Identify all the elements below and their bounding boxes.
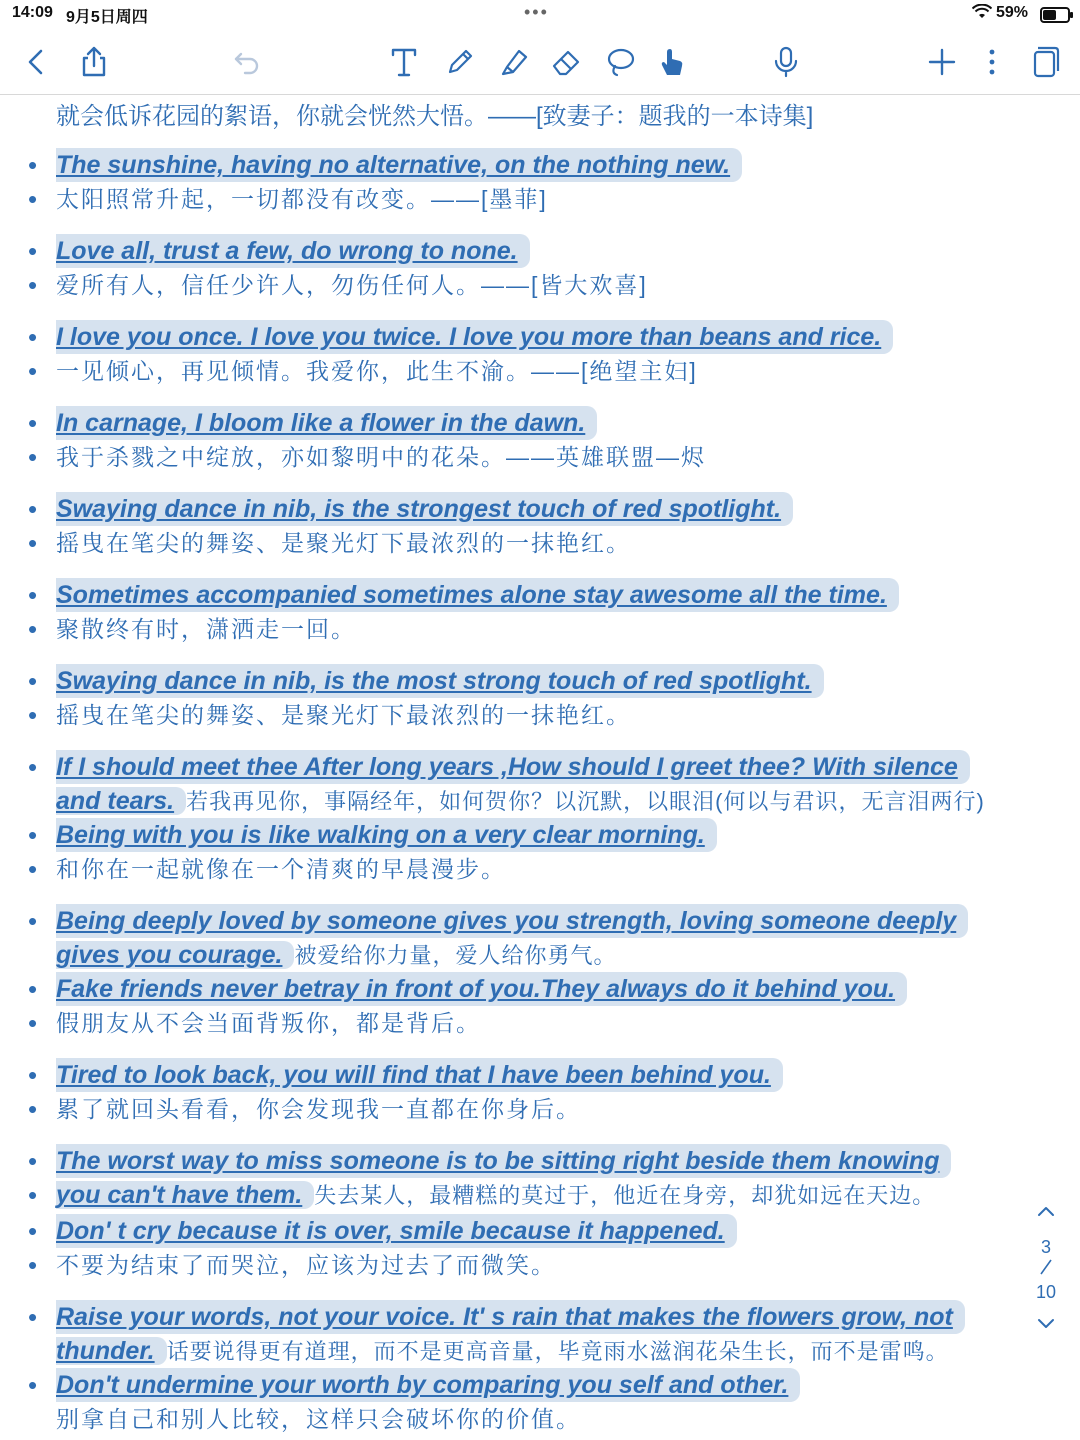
bullet-icon: • bbox=[28, 906, 38, 936]
list-item bbox=[28, 492, 1038, 560]
more-icon[interactable] bbox=[970, 40, 1014, 84]
bullet-icon: • bbox=[28, 974, 38, 1004]
hand-touch-icon[interactable] bbox=[650, 40, 694, 84]
english-quote: Swaying dance in nib, is the strongest touch of red spotlight. bbox=[56, 492, 793, 526]
english-quote: Love all, trust a few, do wrong to none. bbox=[56, 234, 530, 268]
bullet-icon: • bbox=[28, 1250, 38, 1280]
multitasking-dots-icon[interactable]: ••• bbox=[524, 2, 549, 22]
english-quote-line2: gives you courage. bbox=[56, 941, 294, 969]
list-item bbox=[28, 320, 1038, 388]
pages-icon[interactable] bbox=[1022, 40, 1066, 84]
bullet-icon: • bbox=[28, 614, 38, 644]
battery-percent: 59% bbox=[996, 4, 1029, 21]
bullet-icon: • bbox=[28, 700, 38, 730]
list-item bbox=[28, 148, 1038, 216]
bullet-icon: • bbox=[28, 752, 38, 782]
pen-icon[interactable] bbox=[438, 40, 482, 84]
bullet-icon: • bbox=[28, 580, 38, 610]
bullet-icon: • bbox=[28, 1180, 38, 1210]
english-quote: Sometimes accompanied sometimes alone stay awesome all the time. bbox=[56, 578, 899, 612]
chinese-translation: 失去某人，最糟糕的莫过于，他近在身旁，却犹如远在天边。 bbox=[314, 1183, 936, 1208]
undo-icon[interactable] bbox=[226, 40, 270, 84]
bullet-icon: • bbox=[28, 494, 38, 524]
english-quote: Swaying dance in nib, is the most strong touch of red spotlight. bbox=[56, 664, 824, 698]
english-quote: Don't undermine your worth by comparing you self and other. bbox=[56, 1368, 800, 1402]
chinese-translation: 爱所有人，信任少许人，勿伤任何人。——[皆大欢喜] bbox=[56, 272, 648, 298]
chinese-translation: 摇曳在笔尖的舞姿、是聚光灯下最浓烈的一抹艳红。 bbox=[56, 702, 631, 728]
list-item bbox=[28, 1300, 1038, 1369]
eraser-icon[interactable] bbox=[544, 40, 588, 84]
chinese-translation: 累了就回头看看，你会发现我一直都在你身后。 bbox=[56, 1096, 581, 1122]
list-item bbox=[28, 664, 1038, 732]
english-quote: Don' t cry because it is over, smile because it happened. bbox=[56, 1214, 737, 1248]
chinese-translation: 若我再见你，事隔经年，如何贺你？以沉默，以眼泪(何以与君识，无言泪两行) bbox=[186, 789, 985, 814]
chinese-translation: 话要说得更有道理，而不是更高音量，毕竟雨水滋润花朵生长，而不是雷鸣。 bbox=[166, 1339, 949, 1364]
list-item bbox=[28, 234, 1038, 302]
bullet-icon: • bbox=[28, 270, 38, 300]
english-quote: Being with you is like walking on a very clear morning. bbox=[56, 818, 717, 852]
list-item bbox=[28, 1214, 1038, 1282]
back-icon[interactable] bbox=[14, 40, 58, 84]
chinese-translation: 和你在一起就像在一个清爽的早晨漫步。 bbox=[56, 856, 506, 882]
bullet-icon: • bbox=[28, 236, 38, 266]
current-page: 3 bbox=[1040, 1237, 1051, 1257]
chinese-translation: 摇曳在笔尖的舞姿、是聚光灯下最浓烈的一抹艳红。 bbox=[56, 530, 631, 556]
wifi-icon bbox=[972, 4, 992, 25]
bullet-icon: • bbox=[28, 184, 38, 214]
chinese-translation: 太阳照常升起，一切都没有改变。——[墨菲] bbox=[56, 186, 548, 212]
list-item bbox=[28, 972, 1038, 1040]
status-date: 9月5日周四 bbox=[66, 9, 148, 26]
bullet-icon: • bbox=[28, 356, 38, 386]
english-quote-line2: and tears. bbox=[56, 787, 186, 815]
highlighter-icon[interactable] bbox=[492, 40, 536, 84]
chinese-translation: 聚散终有时，潇洒走一回。 bbox=[56, 616, 356, 642]
english-quote: I love you once. I love you twice. I love you more than beans and rice. bbox=[56, 320, 893, 354]
english-quote: Fake friends never betray in front of you.They always do it behind you. bbox=[56, 972, 907, 1006]
list-item bbox=[28, 818, 1038, 886]
bullet-icon: • bbox=[28, 150, 38, 180]
share-icon[interactable] bbox=[72, 40, 116, 84]
toolbar bbox=[0, 28, 1080, 95]
bullet-icon: • bbox=[28, 322, 38, 352]
bullet-icon: • bbox=[28, 1060, 38, 1090]
chevron-up-icon[interactable] bbox=[1026, 1196, 1066, 1226]
list-item bbox=[28, 578, 1038, 646]
chinese-translation: 一见倾心，再见倾情。我爱你，此生不渝。——[绝望主妇] bbox=[56, 358, 698, 384]
chinese-translation: 不要为结束了而哭泣，应该为过去了而微笑。 bbox=[56, 1252, 556, 1278]
bullet-icon: • bbox=[28, 442, 38, 472]
english-quote: In carnage, I bloom like a flower in the dawn. bbox=[56, 406, 597, 440]
bullet-icon: • bbox=[28, 666, 38, 696]
english-quote: Tired to look back, you will find that I have been behind you. bbox=[56, 1058, 783, 1092]
bullet-icon: • bbox=[28, 408, 38, 438]
list-item bbox=[28, 1368, 1038, 1436]
bullet-icon: • bbox=[28, 1008, 38, 1038]
bullet-icon: • bbox=[28, 1094, 38, 1124]
list-item bbox=[28, 1144, 1038, 1213]
chinese-translation: 假朋友从不会当面背叛你，都是背后。 bbox=[56, 1010, 481, 1036]
english-quote-line1: Raise your words, not your voice. It' s rain that makes the flowers grow, not bbox=[56, 1300, 965, 1334]
partial-translation-line: 就会低诉花园的絮语，你就会恍然大悟。——[致妻子：题我的一本诗集] bbox=[56, 103, 814, 130]
english-quote-line1: If I should meet thee After long years ,How should I greet thee? With silence bbox=[56, 750, 970, 784]
bullet-icon: • bbox=[28, 528, 38, 558]
text-tool-icon[interactable] bbox=[382, 40, 426, 84]
english-quote-line1: The worst way to miss someone is to be sitting right beside them knowing bbox=[56, 1144, 951, 1178]
bullet-icon: • bbox=[28, 1370, 38, 1400]
english-quote-line1: Being deeply loved by someone gives you strength, loving someone deeply bbox=[56, 904, 968, 938]
microphone-icon[interactable] bbox=[764, 40, 808, 84]
add-icon[interactable] bbox=[920, 40, 964, 84]
bullet-icon: • bbox=[28, 820, 38, 850]
battery-icon bbox=[1040, 7, 1070, 23]
bullet-icon: • bbox=[28, 1146, 38, 1176]
chinese-translation: 别拿自己和别人比较，这样只会破坏你的价值。 bbox=[56, 1406, 581, 1432]
english-quote-line2: you can't have them. bbox=[56, 1181, 314, 1209]
status-time: 14:09 bbox=[12, 4, 53, 21]
note-canvas[interactable] bbox=[0, 94, 1080, 1440]
bullet-icon: • bbox=[28, 854, 38, 884]
list-item bbox=[28, 904, 1038, 973]
lasso-icon[interactable] bbox=[598, 40, 642, 84]
total-pages: 10 bbox=[1035, 1282, 1057, 1302]
list-item bbox=[28, 750, 1038, 819]
list-item bbox=[28, 1058, 1038, 1126]
bullet-icon: • bbox=[28, 1302, 38, 1332]
chinese-translation: 被爱给你力量，爱人给你勇气。 bbox=[294, 943, 617, 968]
page-indicator bbox=[1026, 1196, 1066, 1339]
english-quote-line2: thunder. bbox=[56, 1337, 167, 1365]
list-item bbox=[28, 406, 1038, 474]
page-separator-icon bbox=[1026, 1258, 1066, 1281]
bullet-icon: • bbox=[28, 1216, 38, 1246]
status-bar bbox=[0, 0, 1080, 28]
chinese-translation: 我于杀戮之中绽放，亦如黎明中的花朵。——英雄联盟—烬 bbox=[56, 444, 706, 470]
chevron-down-icon[interactable] bbox=[1026, 1309, 1066, 1339]
english-quote: The sunshine, having no alternative, on the nothing new. bbox=[56, 148, 742, 182]
